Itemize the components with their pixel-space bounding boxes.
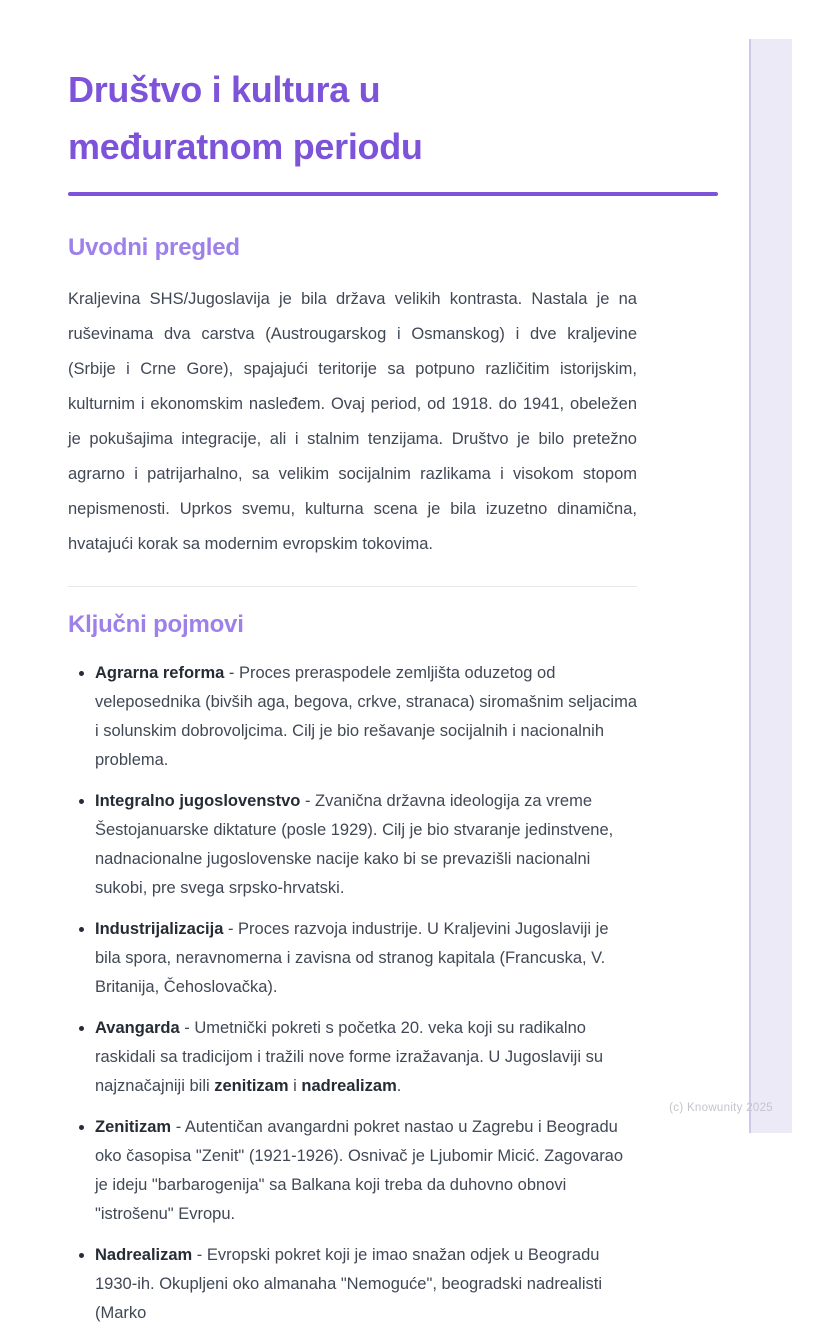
key-term-text: - Proces preraspodele zemljišta oduzetog od veleposednika (bivših aga, begova, crkve, stranaca) siromašnim seljacima i solunskim dobrovoljcima. Cilj je bio rešavanje socijalnih i nacionalnih problema. xyxy=(95,663,637,769)
key-term-item xyxy=(95,1014,637,1101)
key-term-text: . xyxy=(396,1076,402,1095)
key-term-bold: Zenitizam xyxy=(95,1117,172,1136)
title-underline xyxy=(68,192,718,196)
watermark: (c) Knowunity 2025 xyxy=(669,1102,773,1114)
key-term-text: - Umetnički pokreti s početka 20. veka koji su radikalno raskidali sa tradicijom i tražili nove forme izražavanja. U Jugoslaviji su najznačajniji bili xyxy=(95,1018,604,1095)
key-term-text: - Proces razvoja industrije. U Kraljevini Jugoslaviji je bila spora, neravnomerna i zavisna od stranog kapitala (Francuska, V. Britanija, Čehoslovačka). xyxy=(95,919,609,996)
key-term-bold: Agrarna reforma xyxy=(95,663,225,682)
page-title: Društvo i kultura u međuratnom periodu xyxy=(68,69,423,167)
key-term-bold: Avangarda xyxy=(95,1018,180,1037)
key-term-item xyxy=(95,787,637,903)
key-term-bold: zenitizam xyxy=(214,1076,289,1095)
key-term-item xyxy=(95,915,637,1002)
section-heading-kljucni-pojmovi: Ključni pojmovi xyxy=(68,610,244,638)
key-term-bold: Integralno jugoslovenstvo xyxy=(95,791,301,810)
page-edge-bar xyxy=(749,39,792,1133)
section-divider xyxy=(68,586,637,587)
key-term-text: i xyxy=(288,1076,302,1095)
key-term-text: - Autentičan avangardni pokret nastao u Zagrebu i Beogradu oko časopisa "Zenit" (1921-1926). Osnivač je Ljubomir Micić. Zagovarao je ideju "barbarogenija" sa Balkana koji treba da duhovno obnovi "istrošenu" Evropu. xyxy=(95,1117,624,1223)
key-term-text: - Zvanična državna ideologija za vreme Šestojanuarske diktature (posle 1929). Cilj je bio stvaranje jedinstvene, nadnacionalne jugoslovenske nacije kako bi se prevazišli nacionalni sukobi, pre svega srpsko-hrvatski. xyxy=(95,791,614,897)
key-term-bold: Nadrealizam xyxy=(95,1245,193,1264)
note-content xyxy=(68,0,637,1340)
key-term-text: - Evropski pokret koji je imao snažan odjek u Beogradu 1930-ih. Okupljeni oko almanaha "Nemoguće", beogradski nadrealisti (Marko xyxy=(95,1245,603,1322)
key-term-item xyxy=(95,659,637,775)
key-terms-list xyxy=(68,659,637,1328)
key-term-item xyxy=(95,1241,637,1328)
key-term-bold: nadrealizam xyxy=(301,1076,397,1095)
key-term-bold: Industrijalizacija xyxy=(95,919,224,938)
section-heading-uvodni-pregled: Uvodni pregled xyxy=(68,233,240,261)
intro-paragraph: Kraljevina SHS/Jugoslavija je bila država velikih kontrasta. Nastala je na ruševinama dva carstva (Austrougarskog i Osmanskog) i dve kraljevine (Srbije i Crne Gore), spajajući teritorije sa potpuno različitim istorijskim, kulturnim i ekonomskim nasleđem. Ovaj period, od 1918. do 1941, obeležen je pokušajima integracije, ali i stalnim tenzijama. Društvo je bilo pretežno agrarno i patrijarhalno, sa velikim socijalnim razlikama i visokom stopom nepismenosti. Uprkos svemu, kulturna scena je bila izuzetno dinamična, hvatajući korak sa modernim evropskim tokovima. xyxy=(68,289,637,553)
